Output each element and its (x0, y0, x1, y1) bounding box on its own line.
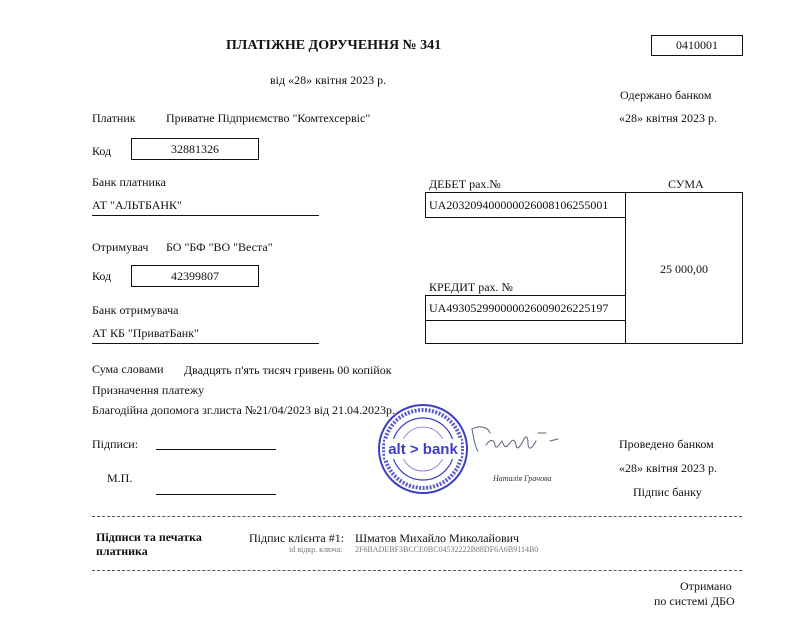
payer-bank-underline (92, 215, 319, 216)
payer-signatures-label-2: платника (96, 544, 148, 558)
recipient-bank-underline (92, 343, 319, 344)
signatures-label: Підписи: (92, 437, 139, 451)
footer-divider-bottom (92, 570, 742, 571)
footer-divider-top (92, 516, 742, 517)
payer-code-label: Код (92, 144, 112, 158)
credit-empty-box (425, 320, 626, 344)
recipient-code-label: Код (92, 269, 112, 283)
received-dbo-label-1: Отримано (680, 579, 732, 593)
document-date: від «28» квітня 2023 р. (270, 73, 387, 87)
recipient-bank-label: Банк отримувача (92, 303, 179, 317)
signature-line-1 (156, 449, 276, 450)
payer-code-box: 32881326 (131, 138, 259, 160)
seal-label: М.П. (107, 471, 133, 485)
recipient-bank-name: АТ КБ "ПриватБанк" (92, 326, 199, 340)
purpose-text: Благодійна допомога зг.листа №21/04/2023 від 21.04.2023р. (92, 403, 396, 417)
payer-bank-name: АТ "АЛЬТБАНК" (92, 198, 182, 212)
recipient-code-box: 42399807 (131, 265, 259, 287)
bank-signature-label: Підпис банку (633, 485, 702, 499)
processed-by-bank-label: Проведено банком (619, 437, 714, 451)
processed-date: «28» квітня 2023 р. (619, 461, 718, 475)
received-dbo-label-2: по системі ДБО (654, 594, 735, 608)
received-by-bank-label: Одержано банком (620, 88, 712, 102)
bank-stamp (377, 403, 469, 495)
recipient-label: Отримувач (92, 240, 149, 254)
debit-account-box: UA203209400000026008106255001 (425, 192, 626, 218)
purpose-label: Призначення платежу (92, 383, 205, 397)
payer-signatures-label-1: Підписи та печатка (96, 530, 202, 544)
sum-label: СУМА (668, 177, 704, 191)
credit-account-box: UA493052990000026009026225197 (425, 295, 626, 321)
credit-label: КРЕДИТ рах. № (429, 280, 513, 294)
signer-name: Наталія Грачова (493, 474, 552, 483)
client-signature-label: Підпис клієнта #1: (249, 531, 345, 545)
signature-line-2 (156, 494, 276, 495)
recipient-name: БО "БФ "ВО "Веста" (166, 240, 273, 254)
key-id: 2F6BADEBF3BCCE0BC04532222B88DF6A6B9114B0 (355, 545, 539, 554)
amount-in-words: Двадцять п'ять тисяч гривень 00 копійок (184, 363, 392, 377)
payer-label: Платник (92, 111, 136, 125)
payer-bank-label: Банк платника (92, 175, 166, 189)
form-code-box: 0410001 (651, 35, 743, 56)
amount-in-words-label: Сума словами (92, 362, 164, 376)
document-title: ПЛАТІЖНЕ ДОРУЧЕННЯ № 341 (226, 38, 442, 53)
payer-name: Приватне Підприємство "Комтехсервіс" (166, 111, 371, 125)
received-by-bank-date: «28» квітня 2023 р. (619, 111, 718, 125)
stamp-text: alt > bank (388, 441, 458, 458)
sum-amount: 25 000,00 (660, 262, 708, 276)
handwritten-signature (468, 421, 560, 461)
client-name: Шматов Михайло Миколайович (355, 531, 520, 545)
debit-label: ДЕБЕТ рах.№ (429, 177, 501, 191)
key-id-label: id відкр. ключа: (289, 545, 343, 554)
